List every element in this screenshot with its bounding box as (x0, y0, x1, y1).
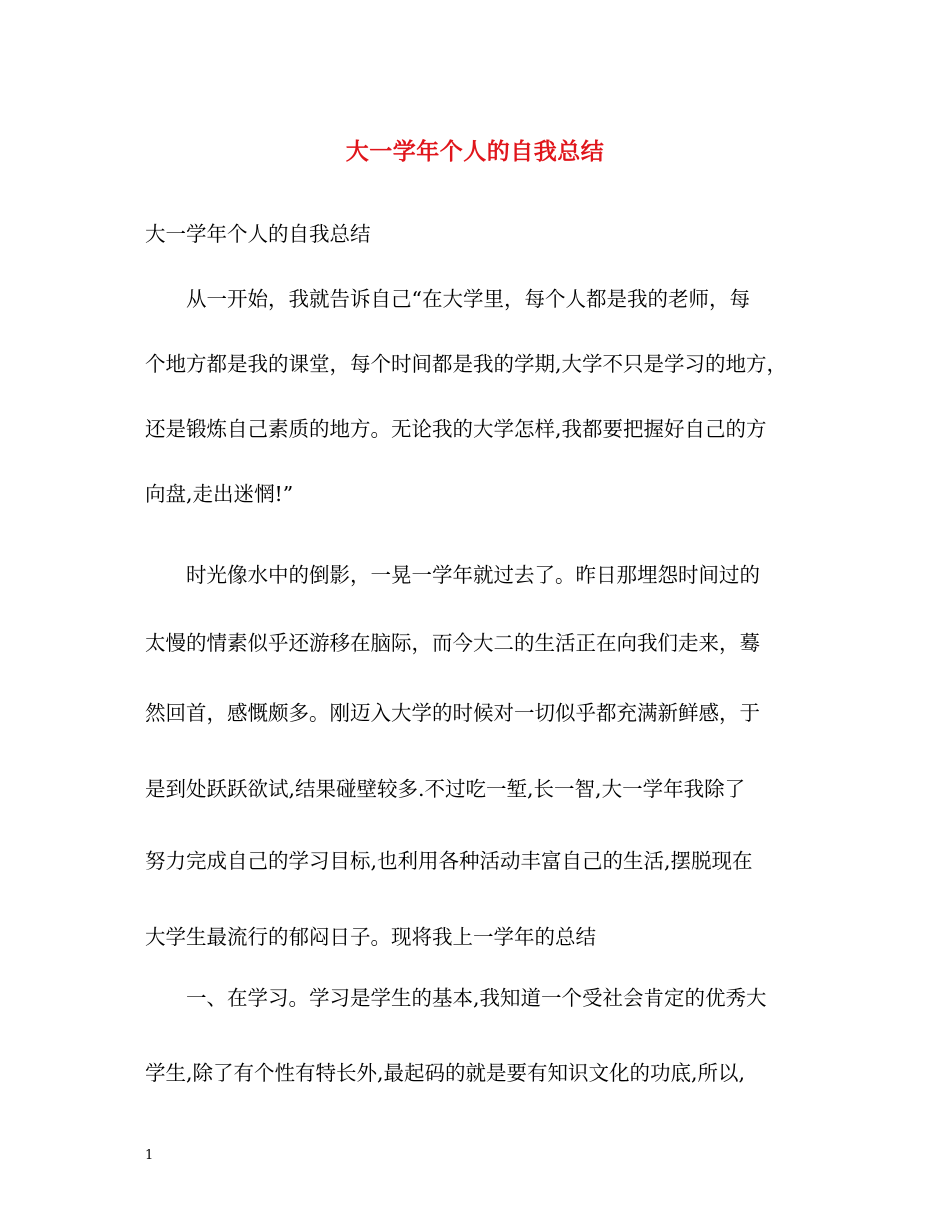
text-line: 然回首，感慨颇多。刚迈入大学的时候对一切似乎都充满新鲜感，于 (145, 701, 760, 725)
page-number: 1 (145, 1148, 154, 1163)
document-title: 大一学年个人的自我总结 (345, 138, 605, 165)
text-line: 一、在学习。学习是学生的基本,我知道一个受社会肯定的优秀大 (186, 986, 767, 1010)
text-line: 个地方都是我的课堂，每个时间都是我的学期,大学不只是学习的地方， (145, 352, 788, 376)
text-line: 向盘,走出迷惘!” (145, 482, 294, 506)
text-line: 大学生最流行的郁闷日子。现将我上一学年的总结 (145, 925, 596, 949)
text-line: 学生,除了有个性有特长外,最起码的就是要有知识文化的功底,所以, (145, 1061, 746, 1085)
text-line: 时光像水中的倒影，一晃一学年就过去了。昨日那埋怨时间过的 (186, 563, 760, 587)
text-line: 太慢的情素似乎还游移在脑际，而今大二的生活正在向我们走来，蓦 (145, 631, 760, 655)
text-line: 努力完成自己的学习目标,也利用各种活动丰富自己的生活,摆脱现在 (145, 849, 753, 873)
subtitle-line: 大一学年个人的自我总结 (145, 222, 371, 246)
text-line: 是到处跃跃欲试,结果碰壁较多.不过吃一堑,长一智,大一学年我除了 (145, 777, 746, 801)
text-line: 从一开始，我就告诉自己“在大学里，每个人都是我的老师，每 (186, 287, 750, 311)
text-line: 还是锻炼自己素质的地方。无论我的大学怎样,我都要把握好自己的方 (145, 417, 767, 441)
